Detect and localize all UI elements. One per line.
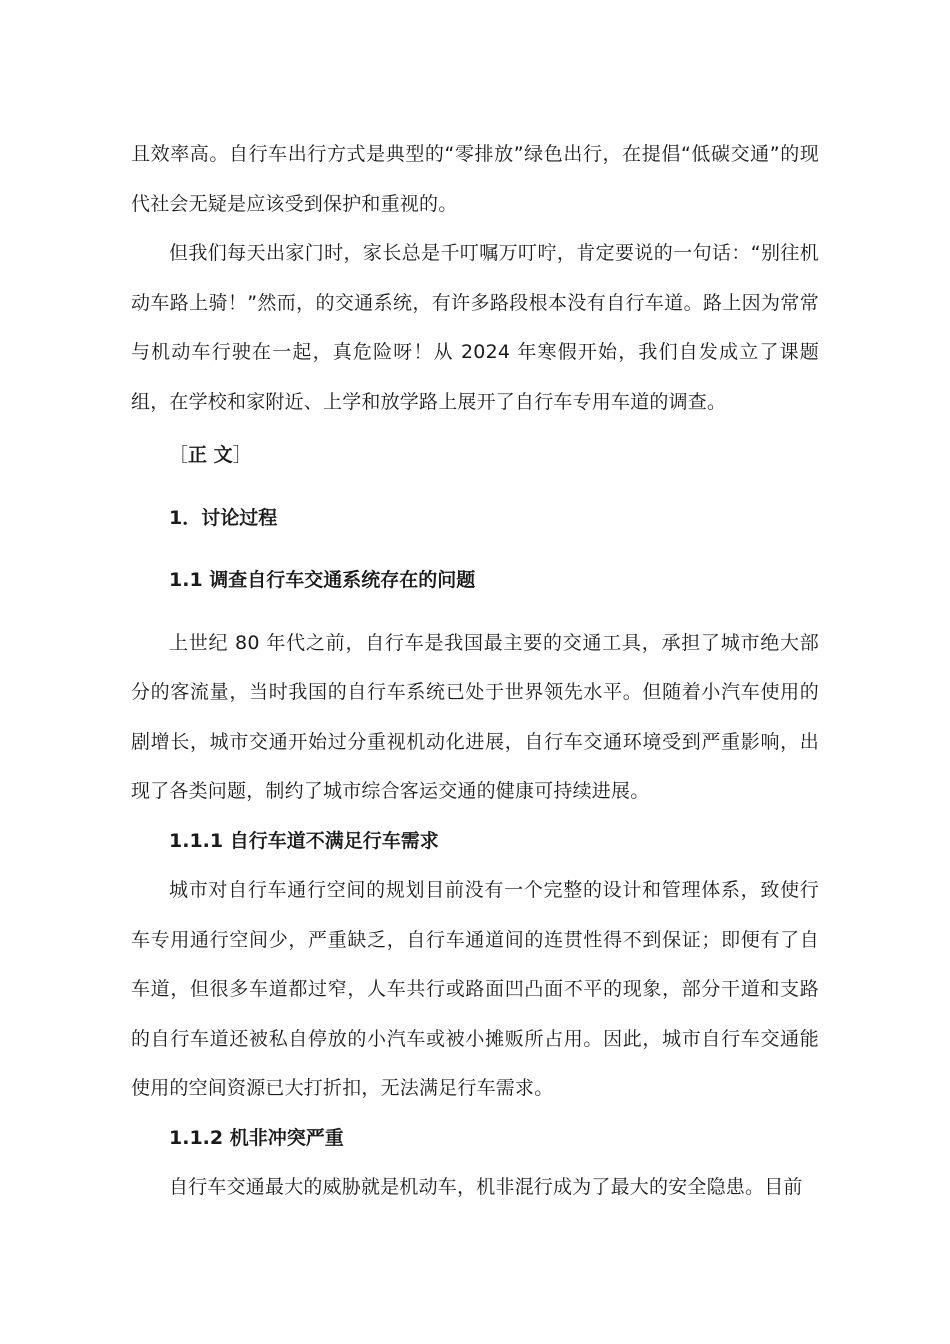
intro-paragraph-continued: 且效率高。自行车出行方式是典型的“零排放”绿色出行，在提倡“低碳交通”的现代社会无疑是应该受到保护和重视的。 <box>131 143 819 215</box>
document-body <box>131 130 819 1213</box>
intro-paragraph: 但我们每天出家门时，家长总是千叮嘱万叮咛，肯定要说的一句话：“别往机动车路上骑！”然而，的交通系统，有许多路段根本没有自行车道。路上因为常常与机动车行驶在一起，真危险呀！从 2024 年寒假开始，我们自发成立了课题组，在学校和家附近、上学和放学路上展开了自行车专用车道的调查。 <box>131 242 819 413</box>
paragraph-1-1-2: 自行车交通最大的威胁就是机动车，机非混行成为了最大的安全隐患。目前 <box>169 1176 803 1198</box>
paragraph-1-1: 上世纪 80 年代之前，自行车是我国最主要的交通工具，承担了城市绝大部分的客流量，当时我国的自行车系统已处于世界领先水平。但随着小汽车使用的剧增长，城市交通开始过分重视机动化进展，自行车交通环境受到严重影响，出现了各类问题，制约了城市综合客运交通的健康可持续进展。 <box>131 631 819 802</box>
heading-1-1: 1.1 调查自行车交通系统存在的问题 <box>169 569 476 591</box>
heading-1: 1．讨论过程 <box>169 506 278 529</box>
section-label-main-text <box>131 431 819 481</box>
heading-1-1-2: 1.1.2 机非冲突严重 <box>169 1126 344 1149</box>
paragraph-1-1-1: 城市对自行车通行空间的规划目前没有一个完整的设计和管理体系，致使行车专用通行空间少，严重缺乏，自行车通道间的连贯性得不到保证；即便有了自车道，但很多车道都过窄，人车共行或路面凹凸面不平的现象，部分干道和支路的自行车道还被私自停放的小汽车或被小摊贩所占用。因此，城市自行车交通能使用的空间资源已大打折扣，无法满足行车需求。 <box>131 879 819 1099</box>
bracket-open: ［ <box>169 444 189 466</box>
bracket-close: ］ <box>232 444 252 466</box>
heading-1-1-1: 1.1.1 自行车道不满足行车需求 <box>169 829 439 852</box>
section-label-text: 正 文 <box>188 444 233 466</box>
